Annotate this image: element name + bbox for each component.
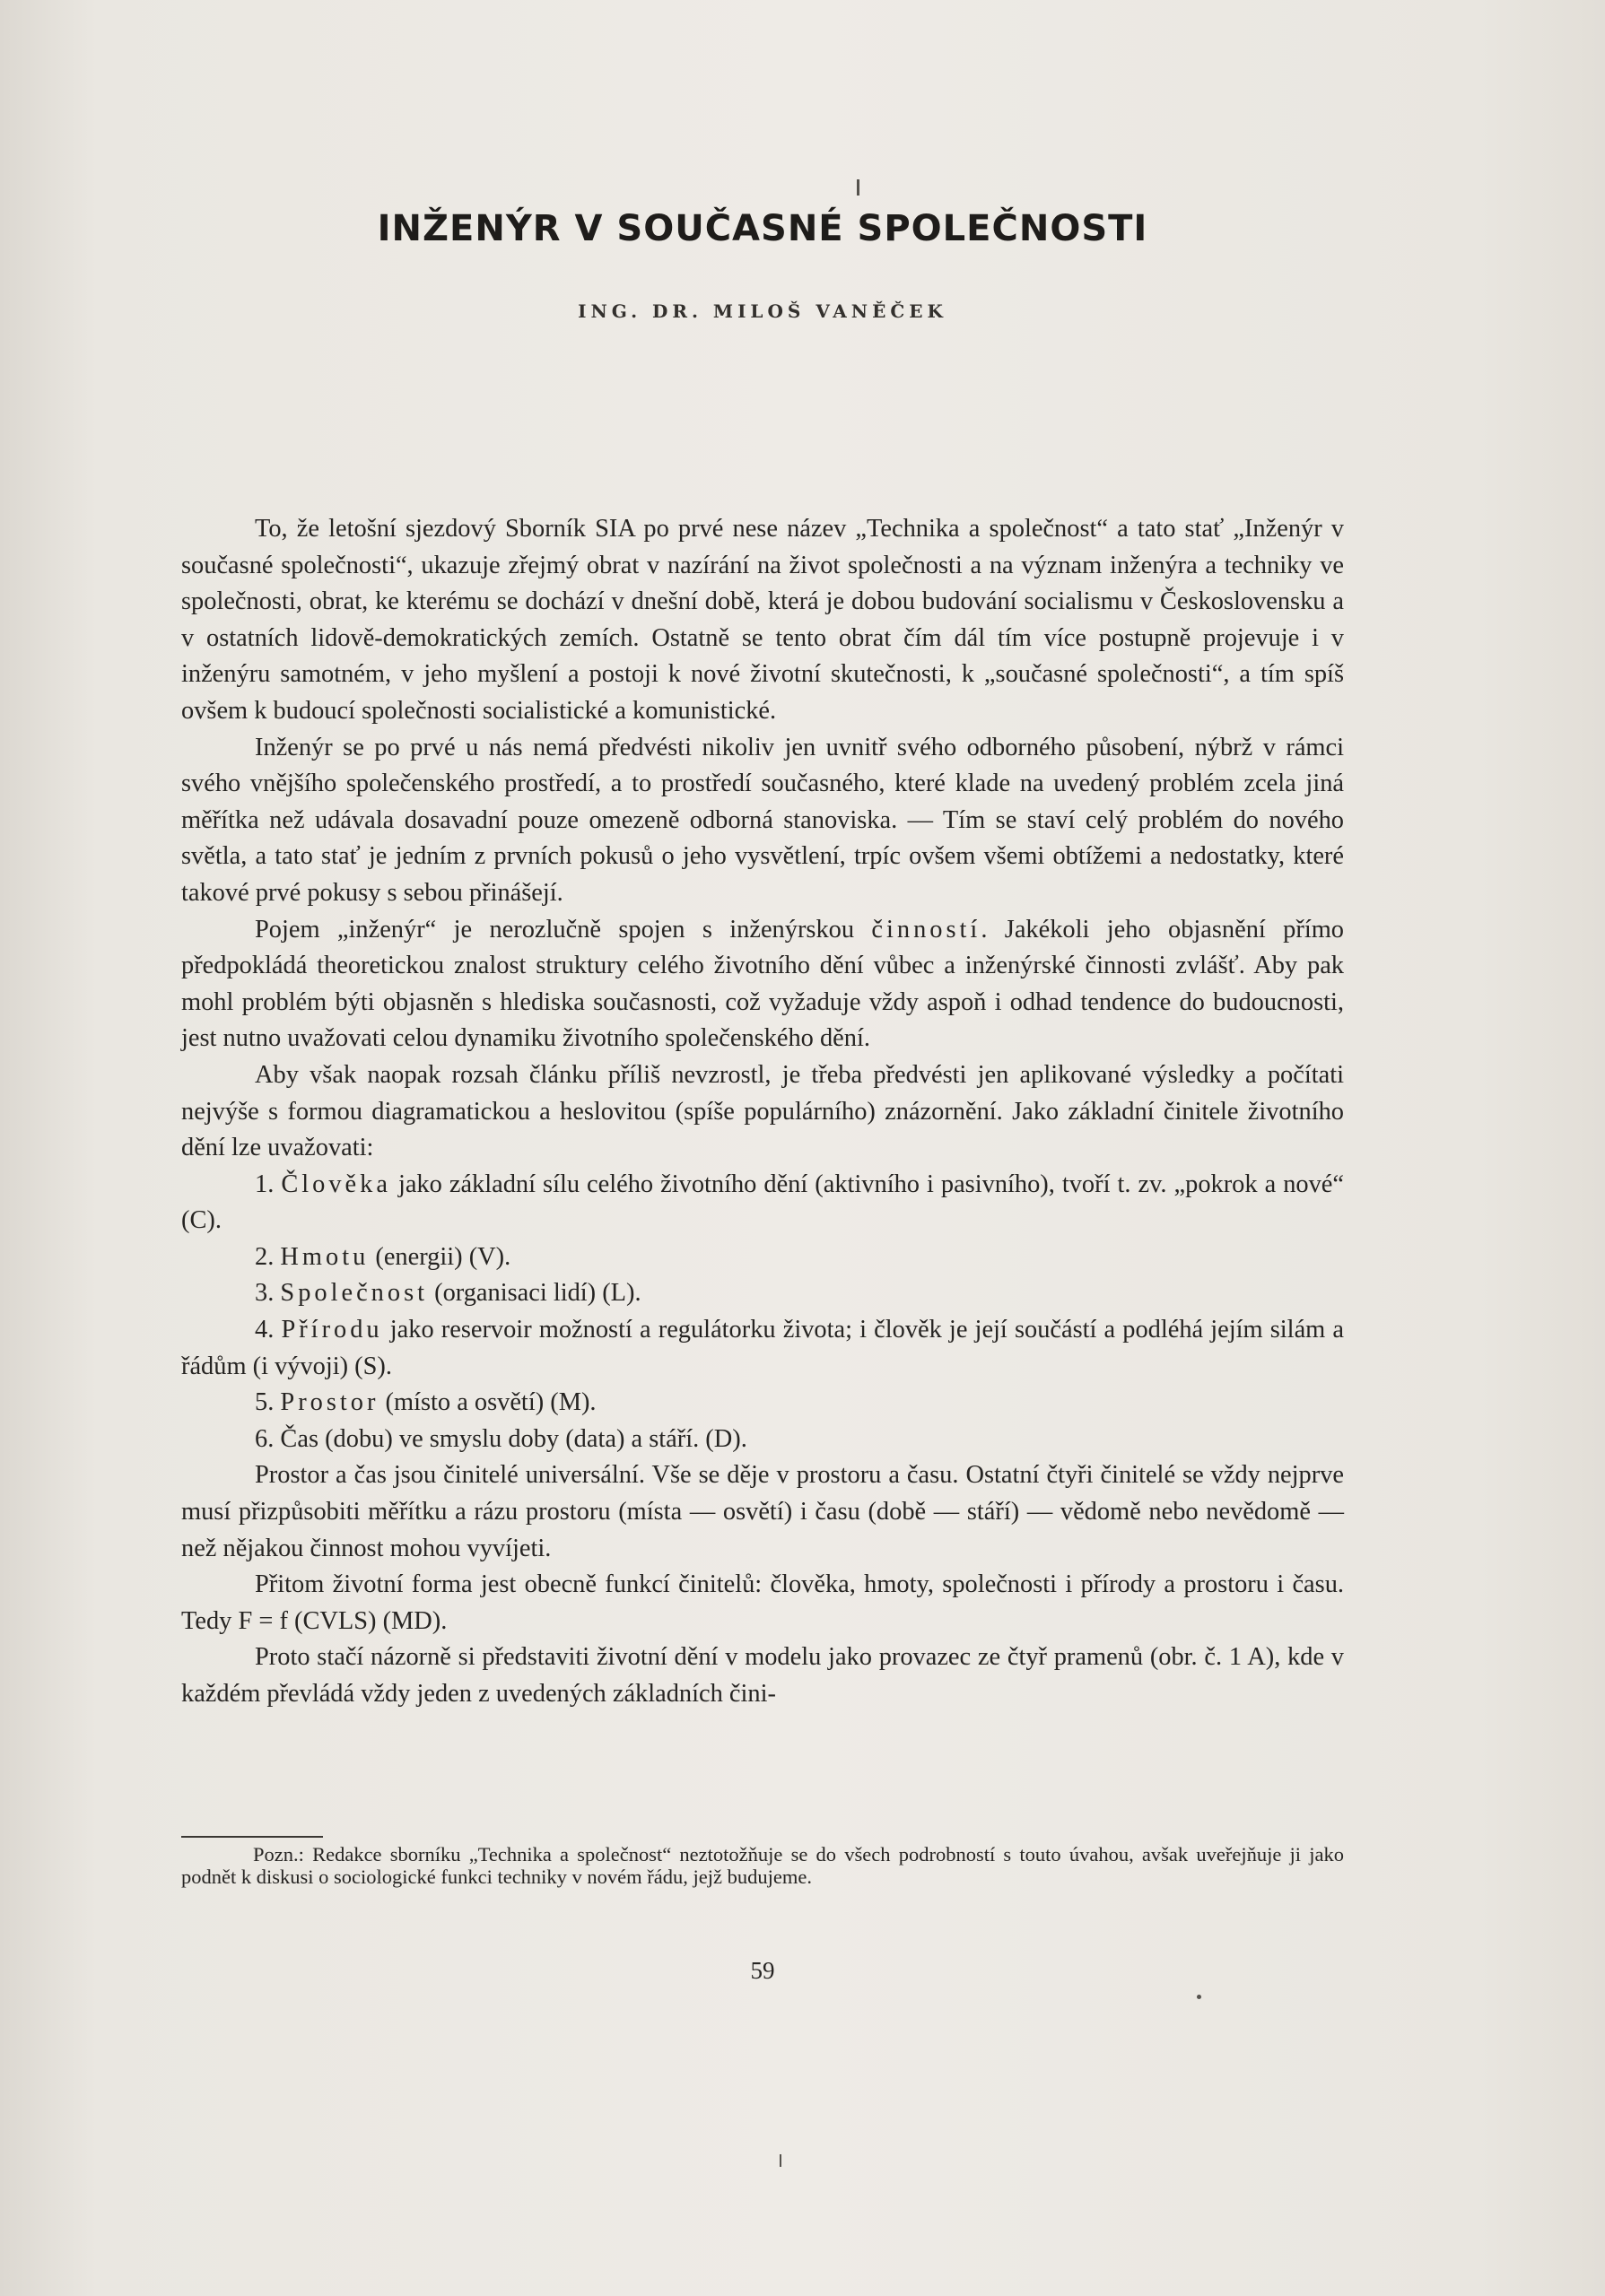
list-text: (energii) (V). bbox=[369, 1242, 511, 1271]
print-speck bbox=[1197, 1995, 1201, 1999]
list-item bbox=[181, 1312, 1344, 1385]
paragraph: Inženýr se po prvé u nás nemá předvésti nikoliv jen uvnitř svého odborného působení, nýbrž v rámci svého vnějšího společenského prostředí, a to prostředí současného, které klade na uvedený problém zcela jiná měřítka než udávala dosavadní pouze omezeně odborná stanoviska. — Tím se staví celý problém do nového světla, a tato stať je jedním z prvních pokusů o jeho vysvětlení, trpíc ovšem všemi obtížemi a nedostatky, které takové prvé pokusy s sebou přinášejí. bbox=[181, 733, 1344, 907]
paragraph: Aby však naopak rozsah článku příliš nevzrostl, je třeba předvésti jen aplikované výsledky a počítati nejvýše s formou diagramatickou a heslovitou (spíše populárního) znázornění. Jako základní činitele životního dění lze uvažovati: bbox=[181, 1060, 1344, 1162]
paragraph: Přitom životní forma jest obecně funkcí činitelů: člověka, hmoty, společnosti i přírody a prostoru i času. Tedy F = f (CVLS) (MD). bbox=[181, 1570, 1344, 1635]
paragraph bbox=[181, 912, 1344, 1057]
list-text: (organisaci lidí) (L). bbox=[428, 1279, 641, 1308]
list-term: Společnost bbox=[280, 1279, 429, 1308]
list-text: jako základní sílu celého životního dění (aktivního i pasivního), tvoří t. zv. „pokrok a nové“ (C). bbox=[181, 1170, 1344, 1235]
list-item bbox=[181, 1167, 1344, 1239]
list-term: Člověka bbox=[281, 1170, 391, 1198]
article-body bbox=[181, 511, 1344, 1713]
article-title: INŽENÝR V SOUČASNÉ SPOLEČNOSTI bbox=[377, 208, 1148, 249]
list-number: 3. bbox=[255, 1279, 275, 1308]
list-text: jako reservoir možností a regulátorku života; i člověk je její součástí a podléhá jejím silám a řádům (i vývoji) (S). bbox=[181, 1316, 1344, 1380]
list-number: 5. bbox=[255, 1388, 275, 1417]
list-item bbox=[181, 1239, 1344, 1276]
paragraph: Prostor a čas jsou činitelé universální. Vše se děje v prostoru a času. Ostatní čtyři činitelé se vždy nejprve musí přizpůsobiti měřítku a rázu prostoru (místa — osvětí) i času (době — stáří) — vědomě nebo nevědomě — než nějakou činnost mohou vyvíjeti. bbox=[181, 1461, 1344, 1562]
list-term: Hmotu bbox=[280, 1242, 370, 1271]
print-speck bbox=[857, 179, 859, 196]
list-text: (dobu) ve smyslu doby (data) a stáří. (D). bbox=[318, 1424, 747, 1453]
paragraph-text: . Jakékoli jeho objasnění přímo předpokládá theoretickou znalost struktury celého životního dění vůbec a inženýrské činnosti zvlášť. Aby pak mohl problém býti objasněn s hlediska současnosti, což vyžaduje vždy aspoň i odhad tendence do budoucnosti, jest nutno uvažovati celou dynamiku životního společenského dění. bbox=[181, 915, 1344, 1053]
article-author: ING. DR. MILOŠ VANĚČEK bbox=[578, 300, 947, 322]
list-term: Prostor bbox=[280, 1388, 379, 1417]
list-term: Čas bbox=[280, 1424, 318, 1453]
footnote: Pozn.: Redakce sborníku „Technika a společnost“ neztotožňuje se do všech podrobností s touto úvahou, avšak uveřejňuje ji jako podnět k diskusi o sociologické funkci techniky v novém řádu, jejž budujeme. bbox=[181, 1843, 1344, 1888]
footnote-divider bbox=[181, 1836, 323, 1838]
page-number: 59 bbox=[750, 1957, 775, 1984]
list-term: Přírodu bbox=[281, 1316, 383, 1344]
list-number: 6. bbox=[255, 1424, 275, 1453]
paragraph-text: Pojem „inženýr“ je nerozlučně spojen s inženýrskou bbox=[255, 915, 855, 944]
list-number: 2. bbox=[255, 1242, 275, 1271]
list-item bbox=[181, 1275, 1344, 1312]
list-item bbox=[181, 1422, 1344, 1458]
paragraph: Proto stačí názorně si představiti životní dění v modelu jako provazec ze čtyř pramenů (obr. č. 1 A), kde v každém převládá vždy jeden z uvedených základních čini- bbox=[181, 1643, 1344, 1708]
paragraph: To, že letošní sjezdový Sborník SIA po prvé nese název „Technika a společnost“ a tato stať „Inženýr v současné společnosti“, ukazuje zřejmý obrat v nazírání na život společnosti a na význam inženýra a techniky ve společnosti, obrat, ke kterému se dochází v dnešní době, která je dobou budování socialismu v Československu a v ostatních lidově-demokratických zemích. Ostatně se tento obrat čím dál tím více postupně projevuje i v inženýru samotném, v jeho myšlení a postoji k nové životní skutečnosti, k „současné společnosti“, a tím spíš ovšem k budoucí společnosti socialistické a komunistické. bbox=[181, 515, 1344, 725]
print-speck bbox=[780, 2154, 781, 2167]
list-number: 1. bbox=[255, 1170, 275, 1198]
emphasized-term: činností bbox=[871, 915, 981, 944]
list-item bbox=[181, 1385, 1344, 1422]
list-text: (místo a osvětí) (M). bbox=[379, 1388, 597, 1417]
list-number: 4. bbox=[255, 1316, 275, 1344]
